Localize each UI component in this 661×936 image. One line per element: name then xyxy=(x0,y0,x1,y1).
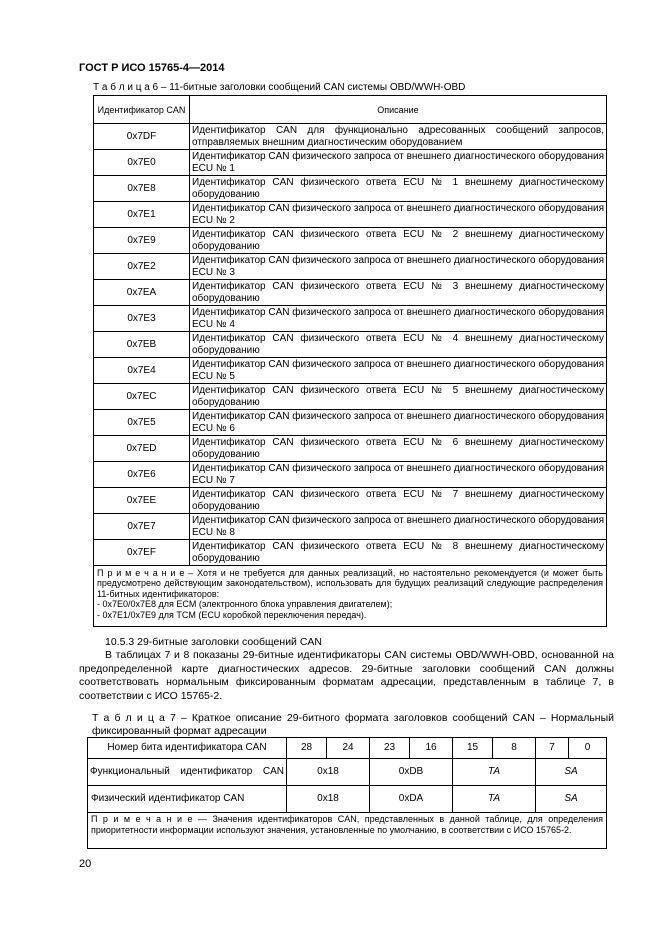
table6-note-item-1: - 0x7E0/0x7E8 для ECM (электронного блока управления двигателем); xyxy=(97,599,393,610)
page-number: 20 xyxy=(79,858,92,870)
table6-row xyxy=(94,410,607,436)
table6-desc-cell: Идентификатор CAN физического ответа ECU № 4 внешнему диагностическому оборудованию xyxy=(190,332,607,358)
table7-bit: 16 xyxy=(410,738,453,759)
table6-row xyxy=(94,358,607,384)
table7-caption xyxy=(92,712,614,738)
table6-row xyxy=(94,436,607,462)
table6-id-cell: 0x7E0 xyxy=(94,150,190,176)
table6-id-cell: 0x7EE xyxy=(94,488,190,514)
table7-sa: SA xyxy=(536,786,607,813)
table6-col-desc: Описание xyxy=(190,96,607,124)
table7-note-text: — Значения идентификаторов CAN, представленных в данной таблице, для определения приоритетности информации используют значения, установленные по умолчанию, в соответствии с ИСО 15765-2. xyxy=(91,814,603,835)
table6-id-cell: 0x7E8 xyxy=(94,176,190,202)
table6-row xyxy=(94,124,607,150)
table7-bit: 7 xyxy=(536,738,569,759)
table7-bit: 23 xyxy=(370,738,410,759)
table7-bit: 8 xyxy=(493,738,536,759)
table6-note-item-2: - 0x7E1/0x7E9 для TCM (ECU коробкой переключения передач). xyxy=(97,609,367,620)
table6-id-cell: 0x7EB xyxy=(94,332,190,358)
table6-desc-cell: Идентификатор CAN физического ответа ECU № 5 внешнему диагностическому оборудованию xyxy=(190,384,607,410)
table6-note-prefix: П р и м е ч а н и е xyxy=(97,568,185,578)
table6 xyxy=(93,95,607,627)
table7-ta: TA xyxy=(453,759,536,786)
table6-desc-cell: Идентификатор CAN физического ответа ECU № 3 внешнему диагностическому оборудованию xyxy=(190,280,607,306)
table6-row xyxy=(94,306,607,332)
table6-id-cell: 0x7EC xyxy=(94,384,190,410)
table6-row xyxy=(94,280,607,306)
table7-ta: TA xyxy=(453,786,536,813)
table6-row xyxy=(94,176,607,202)
table7-row-functional xyxy=(88,759,607,786)
table6-caption-text: – 11-битные заголовки сообщений CAN системы OBD/WWH-OBD xyxy=(158,82,466,93)
table6-id-cell: 0x7E7 xyxy=(94,514,190,540)
table7-bit: 28 xyxy=(287,738,327,759)
table6-note xyxy=(94,566,607,627)
table6-desc-cell: Идентификатор CAN физического ответа ECU № 7 внешнему диагностическому оборудованию xyxy=(190,488,607,514)
table6-id-cell: 0x7EF xyxy=(94,540,190,566)
table7-header-label: Номер бита идентификатора CAN xyxy=(88,738,287,759)
table6-row xyxy=(94,488,607,514)
section-heading: 10.5.3 29-битные заголовки сообщений CAN xyxy=(105,636,323,648)
table6-id-cell: 0x7ED xyxy=(94,436,190,462)
table6-desc-cell: Идентификатор CAN физического ответа ECU № 2 внешнему диагностическому оборудованию xyxy=(190,228,607,254)
table6-id-cell: 0x7EA xyxy=(94,280,190,306)
document-header: ГОСТ Р ИСО 15765-4—2014 xyxy=(79,62,225,74)
table7-format: 0xDB xyxy=(370,759,453,786)
table7-row-physical xyxy=(88,786,607,813)
table6-desc-cell: Идентификатор CAN физического запроса от внешнего диагностического оборудования ECU № 4 xyxy=(190,306,607,332)
table6-desc-cell: Идентификатор CAN физического запроса от внешнего диагностического оборудования ECU № 2 xyxy=(190,202,607,228)
table6-caption-prefix: Т а б л и ц а 6 xyxy=(93,82,159,93)
table6-row xyxy=(94,150,607,176)
table6-row xyxy=(94,254,607,280)
table7-bit: 0 xyxy=(569,738,607,759)
table7 xyxy=(87,737,607,849)
table6-col-id: Идентификатор CAN xyxy=(94,96,190,124)
table6-row xyxy=(94,514,607,540)
table6-row xyxy=(94,228,607,254)
table7-priority: 0x18 xyxy=(287,786,370,813)
table7-note-prefix: П р и м е ч а н и е xyxy=(91,814,193,824)
table6-row xyxy=(94,384,607,410)
table7-note xyxy=(88,813,607,849)
table6-row xyxy=(94,202,607,228)
table7-bit: 15 xyxy=(453,738,493,759)
table6-desc-cell: Идентификатор CAN физического ответа ECU № 8 внешнему диагностическому оборудованию xyxy=(190,540,607,566)
table6-row xyxy=(94,332,607,358)
table7-format: 0xDA xyxy=(370,786,453,813)
table6-id-cell: 0x7E4 xyxy=(94,358,190,384)
table6-desc-cell: Идентификатор CAN физического запроса от внешнего диагностического оборудования ECU № 8 xyxy=(190,514,607,540)
table7-bit: 24 xyxy=(327,738,370,759)
table6-desc-cell: Идентификатор CAN физического запроса от внешнего диагностического оборудования ECU № 6 xyxy=(190,410,607,436)
section-paragraph-text: В таблицах 7 и 8 показаны 29-битные идентификаторы CAN системы OBD/WWH-OBD, основанной на предопределенной карте диагностических адресов. 29-битные заголовки сообщений CAN должны соответствовать нормальным фиксированным форматам адресации, представленным в таблице 7, в соответствии с ИСО 15765-2. xyxy=(79,649,614,702)
table7-priority: 0x18 xyxy=(287,759,370,786)
table7-caption-text: – Краткое описание 29-битного формата заголовков сообщений CAN – Нормальный фиксированный формат адресации xyxy=(92,712,615,737)
table6-id-cell: 0x7DF xyxy=(94,124,190,150)
table6-id-cell: 0x7E1 xyxy=(94,202,190,228)
table7-row-label: Функциональный идентификатор CAN xyxy=(88,759,287,786)
table7-sa: SA xyxy=(536,759,607,786)
table6-desc-cell: Идентификатор CAN физического ответа ECU № 6 внешнему диагностическому оборудованию xyxy=(190,436,607,462)
table6-id-cell: 0x7E3 xyxy=(94,306,190,332)
table6-desc-cell: Идентификатор CAN физического запроса от внешнего диагностического оборудования ECU № 3 xyxy=(190,254,607,280)
table6-caption xyxy=(93,82,465,93)
table6-desc-cell: Идентификатор CAN физического запроса от внешнего диагностического оборудования ECU № 5 xyxy=(190,358,607,384)
section-paragraph xyxy=(79,649,614,703)
table7-row-label: Физический идентификатор CAN xyxy=(88,786,287,813)
table7-caption-prefix: Т а б л и ц а 7 xyxy=(92,712,176,724)
table6-desc-cell: Идентификатор CAN физического запроса от внешнего диагностического оборудования ECU № 1 xyxy=(190,150,607,176)
table6-desc-cell: Идентификатор CAN для функционально адресованных сообщений запросов, отправляемых внешним диагностическим оборудованием xyxy=(190,124,607,150)
table6-id-cell: 0x7E2 xyxy=(94,254,190,280)
table6-desc-cell: Идентификатор CAN физического запроса от внешнего диагностического оборудования ECU № 7 xyxy=(190,462,607,488)
table6-note-text: – Хотя и не требуется для данных реализаций, но настоятельно рекомендуется (и может быть предусмотрено действующим законодательством), использовать для будущих реализаций следующие распределения 11-битных идентификаторов: xyxy=(97,568,603,599)
table6-id-cell: 0x7E6 xyxy=(94,462,190,488)
table6-id-cell: 0x7E5 xyxy=(94,410,190,436)
table6-row xyxy=(94,462,607,488)
table6-row xyxy=(94,540,607,566)
table6-desc-cell: Идентификатор CAN физического ответа ECU № 1 внешнему диагностическому оборудованию xyxy=(190,176,607,202)
table6-id-cell: 0x7E9 xyxy=(94,228,190,254)
